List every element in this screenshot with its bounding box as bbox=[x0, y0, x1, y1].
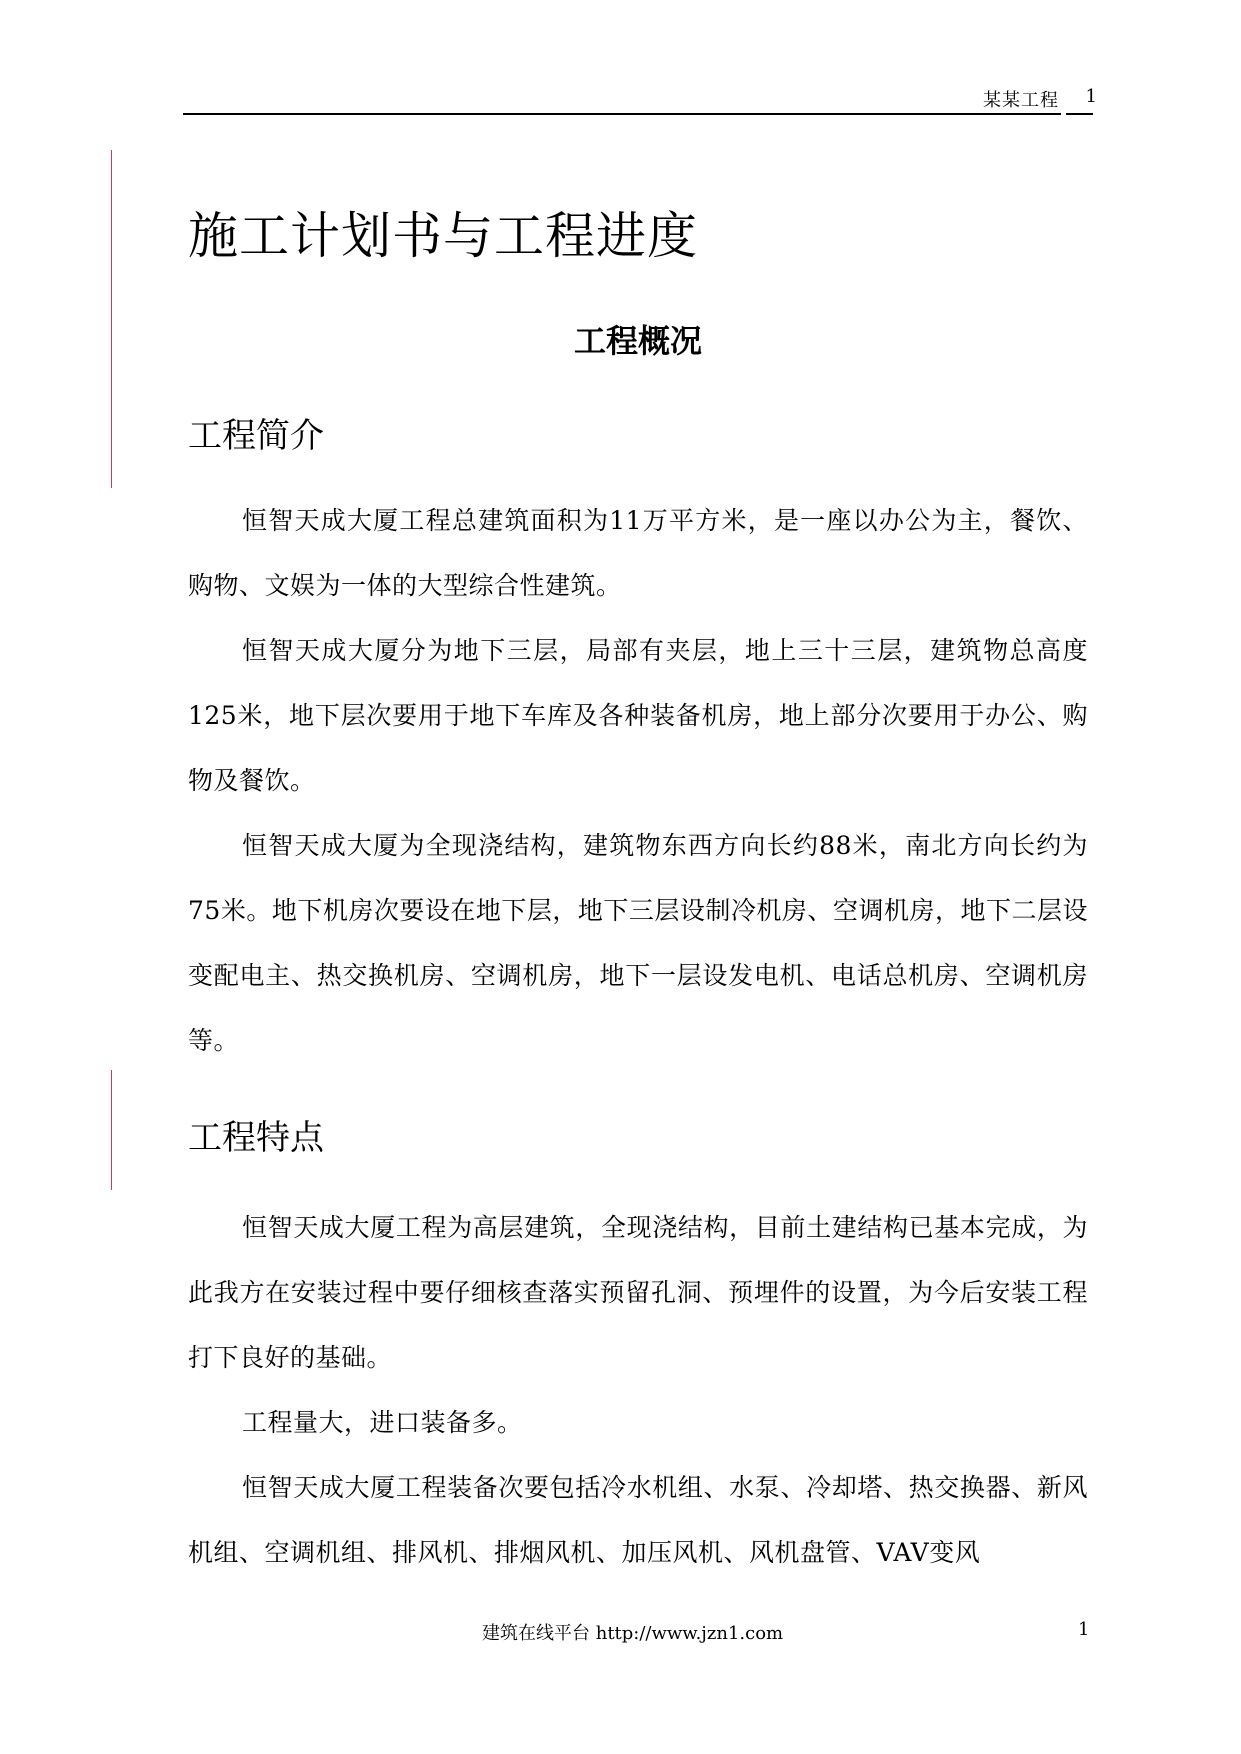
document-title: 施工计划书与工程进度 bbox=[188, 207, 698, 265]
header-page-number: 1 bbox=[1085, 86, 1097, 107]
paragraph: 工程量大，进口装备多。 bbox=[242, 1408, 523, 1437]
margin-change-bar bbox=[111, 150, 112, 488]
paragraph: 恒智天成大厦为全现浇结构，建筑物东西方向长约88米，南北方向长约为75米。地下机房次要设在地下层，地下三层设制冷机房、空调机房，地下二层设变配电主、热交换机房、空调机房，地下一层设发电机、电话总机房、空调机房等。 bbox=[188, 831, 1088, 1055]
paragraph: 恒智天成大厦分为地下三层，局部有夹层，地上三十三层，建筑物总高度125米，地下层次要用于地下车库及各种装备机房，地上部分次要用于办公、购物及餐饮。 bbox=[188, 636, 1088, 795]
chapter-heading: 工程概况 bbox=[573, 322, 702, 360]
header-number-rule bbox=[1066, 113, 1093, 115]
paragraph: 恒智天成大厦工程装备次要包括冷水机组、水泵、冷却塔、热交换器、新风机组、空调机组、排风机、排烟风机、加压风机、风机盘管、VAV变风 bbox=[188, 1473, 1088, 1567]
header-rule bbox=[183, 113, 1061, 115]
section-heading-features: 工程特点 bbox=[188, 1118, 324, 1158]
section-heading-overview: 工程简介 bbox=[188, 416, 324, 456]
footer-page-number: 1 bbox=[1078, 1619, 1090, 1640]
paragraph: 恒智天成大厦工程总建筑面积为11万平方米，是一座以办公为主，餐饮、购物、文娱为一体的大型综合性建筑。 bbox=[188, 506, 1088, 600]
margin-change-bar bbox=[111, 1070, 112, 1190]
footer-source-link[interactable]: 建筑在线平台 http://www.jzn1.com bbox=[482, 1623, 784, 1644]
running-title: 某某工程 bbox=[983, 90, 1059, 111]
paragraph: 恒智天成大厦工程为高层建筑，全现浇结构，目前土建结构已基本完成，为此我方在安装过程中要仔细核查落实预留孔洞、预埋件的设置，为今后安装工程打下良好的基础。 bbox=[188, 1213, 1088, 1372]
